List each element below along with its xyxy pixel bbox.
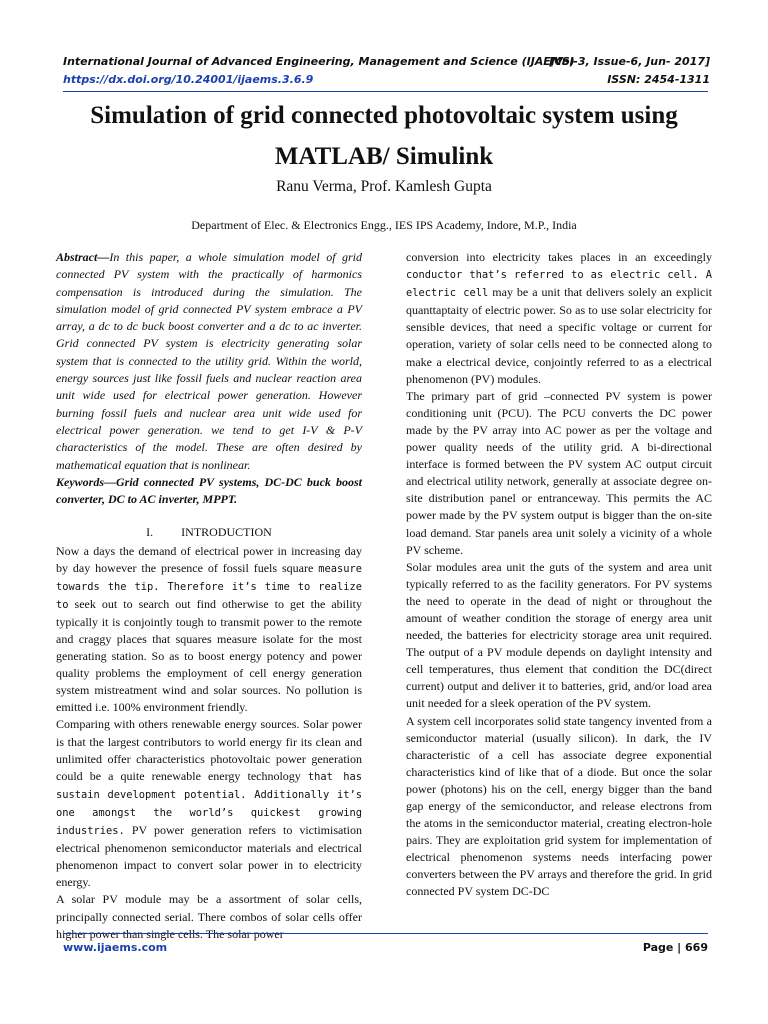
abstract-label: Abstract—	[56, 250, 110, 264]
section-number: I.	[146, 525, 154, 540]
left-column	[56, 249, 362, 943]
intro-paragraph-4: conversion into electricity takes places in an exceedingly conductor that’s referred to as electric cell. A electric cell may be a unit that delivers solely an explicit quanttaptaity of electric power. So as to use solar electricity for sensible devices, that need a specific voltage or current for operation, variety of solar cells need to be connected along to make a electrical device, conjointly referred to as a electrical phenomenon (PV) modules.	[406, 250, 712, 386]
footer-rule	[63, 933, 708, 934]
intro-paragraph-5: The primary part of grid –connected PV system is power conditioning unit (PCU). The PCU converts the DC power made by the PV array into AC power as per the voltage and power quality needs of the utility grid. A bi-directional interface is formed between the PV system AC output circuit and electrical utility network, generally at associate degree on-site distribution panel or entranceway. This permits the AC power made by the PV system output is bigger than the on-site load demand. Star panels area unit solely a vicinity of a whole PV scheme.	[406, 388, 712, 557]
issn: ISSN: 2454-1311	[607, 73, 710, 86]
doi-link[interactable]: https://dx.doi.org/10.24001/ijaems.3.6.9	[63, 73, 314, 86]
intro-paragraph-7: A system cell incorporates solid state tangency invented from a semiconductor material (usually silicon). In dark, the IV characteristic of a cell has associate degree exponential characteristics kind of like that of a diode. But once the solar power (photons) his on the cell, energy bigger than the band gap energy of the semiconductor, and release electrons from the atoms in the semiconductor material, creating electron-hole pairs. They are exploitation grid system for implementation of electrical phenomenon systems needs interfacing power converters between the PV arrays and therefore the grid. In grid connected PV system DC-DC	[406, 713, 712, 899]
journal-name: International Journal of Advanced Engineering, Management and Science (IJAEMS)	[63, 55, 575, 68]
volume-info: [Vol-3, Issue-6, Jun- 2017]	[549, 55, 710, 68]
abstract-text: In this paper, a whole simulation model of grid connected PV system with the practically of harmonics compensation is introduced during the simulation. The simulation model of grid connected PV system embrace a PV array, a dc to dc buck boost converter and a dc to ac inverter. Grid connected PV system is electricity generating solar system that is connected to the utility grid. Within the world, energy sources just like fossil fuels and nuclear reaction area unit wide used for electrical power generation. However burning fossil fuels and nuclear area unit wide used for electrical power generation. we tend to get I-V & P-V characteristics of the model. These are often desired by mathematical equation that is nonlinear.	[56, 250, 362, 472]
intro-paragraph-6: Solar modules area unit the guts of the system and area unit typically referred to as the facility generators. For PV systems the need to operate in the dead of night or throughout the amount of weather condition the storage of energy area unit needed, the batteries for electricity storage area unit required. The output of a PV module depends on daylight intensity and cell temperatures, thus element that condition the DC(direct current) output and deliver it to batteries, grid, and/or load area unit needed for a sleek operation of the PV system.	[406, 559, 712, 711]
header-rule	[63, 91, 708, 92]
page-number: Page | 669	[642, 941, 708, 954]
intro-paragraph-1: Now a days the demand of electrical power in increasing day by day however the presence of fossil fuels square measure towards the tip. Therefore it’s time to realize to seek out to search out find otherwise to get the ability typically it is conjointly tough to transmit power to the remote and craggy places that squares measure isolate for the most generating station. So as to boost energy potency and power quality problems the employment of cell energy generation system mistreatment wind and solar sources. No pollution is emitted i.e. 100% environment friendly.	[56, 543, 362, 715]
intro-paragraph-3: A solar PV module may be a assortment of solar cells, principally connected serial. There combos of solar cells offer higher power than single cells. The solar power	[56, 892, 362, 941]
keywords: Keywords—Grid connected PV systems, DC-DC buck boost converter, DC to AC inverter, MPPT.	[56, 474, 362, 507]
affiliation: Department of Elec. & Electronics Engg., IES IPS Academy, Indore, M.P., India	[191, 218, 577, 232]
footer-url[interactable]: www.ijaems.com	[63, 941, 168, 954]
section-title: INTRODUCTION	[181, 525, 272, 540]
authors: Ranu Verma, Prof. Kamlesh Gupta	[276, 178, 492, 195]
right-column	[406, 249, 712, 901]
abstract	[56, 249, 362, 474]
section-heading	[56, 524, 362, 541]
paper-title: Simulation of grid connected photovoltaic system using MATLAB/ Simulink	[90, 102, 678, 170]
intro-paragraph-2: Comparing with others renewable energy sources. Solar power is that the largest contributors to world energy fir its clean and unlimited offer characteristics photovoltaic power generation could be a quite renewable energy technology that has sustain development potential. Additionally it’s one amongst the world’s quickest growing industries. PV power generation refers to victimisation electrical phenomenon semiconductor materials and electrical phenomenon impact to convert solar power in to electricity energy.	[56, 717, 363, 890]
